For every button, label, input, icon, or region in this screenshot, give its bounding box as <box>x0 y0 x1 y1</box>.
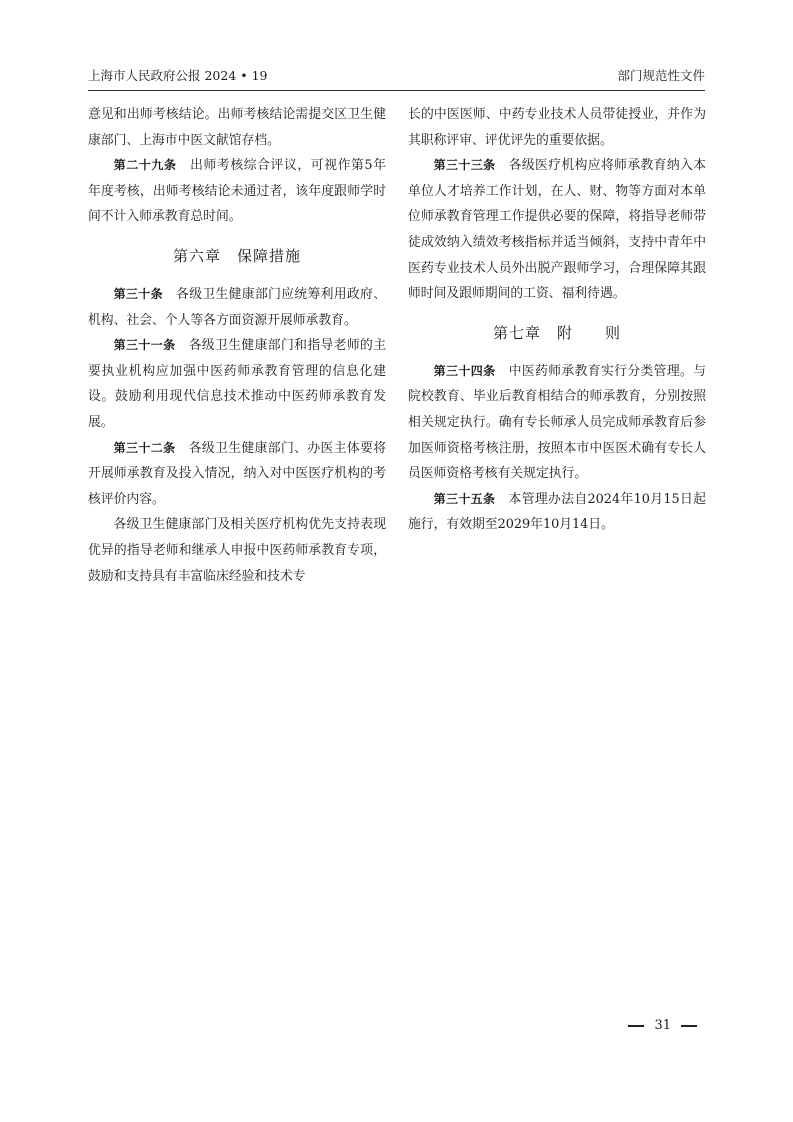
article-text: 本管理办法自2024年10月15日起施行，有效期至2029年10月14日。 <box>408 491 707 533</box>
article-label: 第三十条 <box>113 286 163 301</box>
paragraph: 长的中医医师、中药专业技术人员带徒授业，并作为其职称评审、评优评先的重要依据。 <box>408 107 706 148</box>
running-header <box>88 62 705 91</box>
article-29 <box>88 153 386 230</box>
article-text: 各级卫生健康部门和指导老师的主要执业机构应加强中医药师承教育管理的信息化建设。鼓励利用现代信息技术推动中医药师承教育发展。 <box>88 338 387 430</box>
article-label: 第三十三条 <box>433 158 496 173</box>
article-label: 第三十二条 <box>113 440 176 455</box>
article-text: 出师考核综合评议，可视作第5年年度考核，出师考核结论未通过者，该年度跟师学时间不计入师承教育总时间。 <box>88 158 386 225</box>
article-label: 第三十一条 <box>113 338 176 353</box>
dash-right <box>681 1025 697 1027</box>
page-footer <box>628 1018 697 1033</box>
gazette-title: 上海市人民政府公报 2024 • 19 <box>88 68 268 83</box>
left-column <box>88 102 386 589</box>
article-32 <box>88 436 386 513</box>
right-column <box>408 102 706 538</box>
article-label: 第三十五条 <box>433 491 496 506</box>
article-label: 第三十四条 <box>433 363 496 378</box>
article-33 <box>408 153 706 307</box>
paragraph: 意见和出师考核结论。出师考核结论需提交区卫生健康部门、上海市中医文献馆存档。 <box>88 107 386 148</box>
dash-left <box>628 1025 644 1027</box>
article-label: 第二十九条 <box>113 158 177 173</box>
article-text: 各级卫生健康部门、办医主体要将开展师承教育及投入情况，纳入对中医医疗机构的考核评价内容。 <box>88 440 387 507</box>
section-title: 部门规范性文件 <box>617 68 705 83</box>
paragraph: 各级卫生健康部门及相关医疗机构优先支持表现优异的指导老师和继承人申报中医药师承教育专项，鼓励和支持具有丰富临床经验和技术专 <box>88 517 386 584</box>
article-30 <box>88 282 386 333</box>
article-text: 中医药师承教育实行分类管理。与院校教育、毕业后教育相结合的师承教育，分别按照相关规定执行。确有专长师承人员完成师承教育后参加医师资格考核注册，按照本市中医医术确有专长人员医师资格考核有关规定执行。 <box>408 363 707 482</box>
chapter-heading-6: 第六章 保障措施 <box>172 246 301 265</box>
article-text: 各级卫生健康部门应统筹利用政府、机构、社会、个人等各方面资源开展师承教育。 <box>88 286 386 328</box>
page-number: 31 <box>654 1018 671 1033</box>
chapter-heading-7: 第七章 附 则 <box>492 323 621 342</box>
article-35 <box>408 487 706 538</box>
article-34 <box>408 359 706 487</box>
article-text: 各级医疗机构应将师承教育纳入本单位人才培养工作计划，在人、财、物等方面对本单位师承教育管理工作提供必要的保障，将指导老师带徒成效纳入绩效考核指标并适当倾斜，支持中青年中医药专业技术人员外出脱产跟师学习，合理保障其跟师时间及跟师期间的工资、福利待遇。 <box>408 158 707 302</box>
article-31 <box>88 333 386 435</box>
